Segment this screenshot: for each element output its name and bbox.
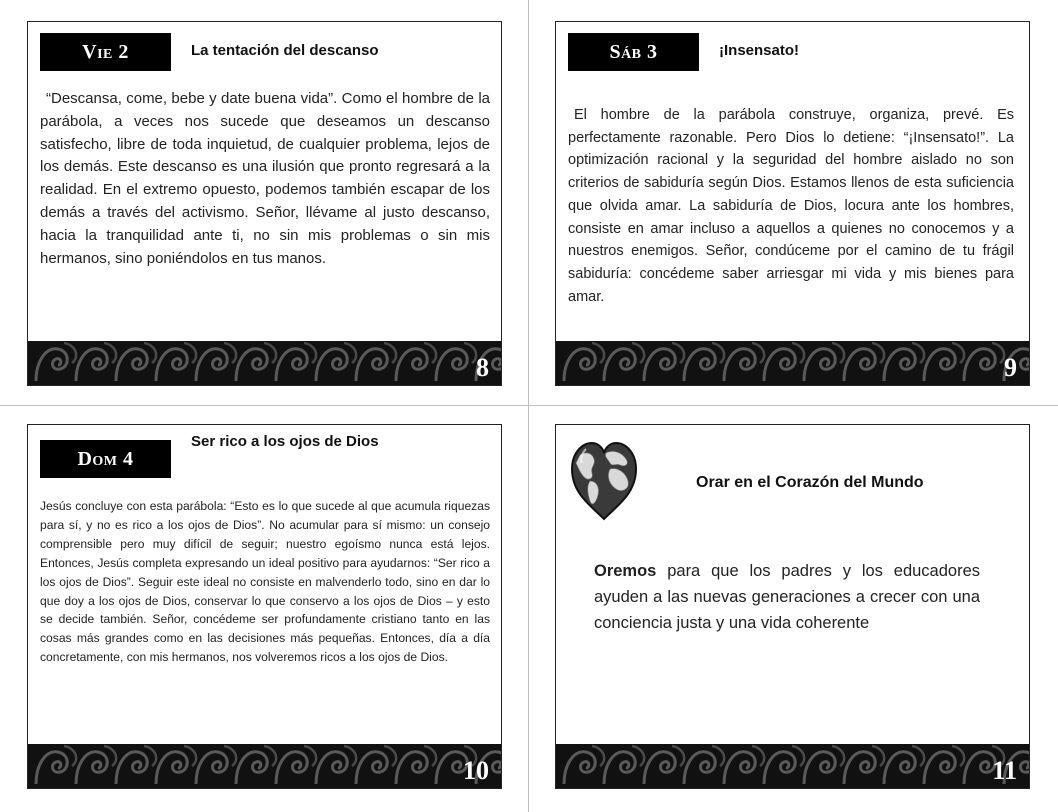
band-swirl bbox=[196, 752, 227, 784]
decorative-band bbox=[556, 341, 1029, 385]
card-vie-2 bbox=[27, 21, 502, 386]
band-swirl bbox=[236, 349, 267, 381]
decorative-band bbox=[28, 744, 501, 788]
band-swirl bbox=[844, 349, 875, 381]
band-swirl bbox=[196, 349, 227, 381]
band-swirl bbox=[764, 349, 795, 381]
globe-heart-icon bbox=[570, 441, 638, 521]
card-title: Orar en el Corazón del Mundo bbox=[696, 474, 924, 491]
band-swirl bbox=[684, 349, 715, 381]
band-swirl bbox=[156, 752, 187, 784]
band-swirl bbox=[564, 349, 595, 381]
day-tab: Sáb 3 bbox=[568, 33, 699, 71]
page-number: 8 bbox=[476, 353, 489, 382]
band-swirl bbox=[644, 349, 675, 381]
vertical-divider bbox=[528, 0, 529, 812]
band-swirl bbox=[236, 752, 267, 784]
band-swirl bbox=[884, 752, 915, 784]
decorative-band bbox=[556, 744, 1029, 788]
prayer-text bbox=[594, 558, 980, 636]
band-swirl bbox=[764, 752, 795, 784]
band-swirl bbox=[116, 752, 147, 784]
card-sab-3 bbox=[555, 21, 1030, 386]
page-number: 10 bbox=[463, 756, 489, 785]
band-swirl bbox=[724, 349, 755, 381]
band-swirl bbox=[436, 349, 467, 381]
day-tab: Vie 2 bbox=[40, 33, 171, 71]
prayer-body: para que los padres y los educadores ayuden a las nuevas generaciones a crecer con una conciencia justa y una vida coherente bbox=[594, 562, 980, 632]
card-title: Ser rico a los ojos de Dios bbox=[191, 433, 379, 450]
band-swirl bbox=[724, 752, 755, 784]
decorative-band bbox=[28, 341, 501, 385]
band-swirl bbox=[76, 752, 107, 784]
band-swirl bbox=[604, 349, 635, 381]
band-swirl bbox=[316, 349, 347, 381]
band-swirl bbox=[964, 349, 995, 381]
card-dom-4 bbox=[27, 424, 502, 789]
band-swirl bbox=[804, 752, 835, 784]
prayer-lead: Oremos bbox=[594, 562, 657, 580]
band-swirl bbox=[356, 349, 387, 381]
band-swirl bbox=[884, 349, 915, 381]
band-swirl bbox=[644, 752, 675, 784]
band-swirl bbox=[564, 752, 595, 784]
band-swirl bbox=[316, 752, 347, 784]
card-text: “Descansa, come, bebe y date buena vida”. Como el hombre de la parábola, a veces nos sucede que deseamos un descanso satisfecho, libre de toda inquietud, de cualquier problema, lejos de los demás. Este descanso es una ilusión que pronto regresará a la realidad. En el extremo opuesto, podemos también escapar de los demás a través del activismo. Señor, llévame al justo descanso, hacia la tranquilidad ante ti, no sin mis problemas o sin mis hermanos, sino poniéndolos en tus manos. bbox=[40, 90, 490, 267]
band-swirl bbox=[924, 349, 955, 381]
band-swirl bbox=[924, 752, 955, 784]
band-swirl bbox=[356, 752, 387, 784]
band-swirl bbox=[804, 349, 835, 381]
band-swirl bbox=[76, 349, 107, 381]
page-number: 11 bbox=[992, 756, 1017, 785]
band-swirl bbox=[116, 349, 147, 381]
card-title: ¡Insensato! bbox=[719, 42, 800, 59]
horizontal-divider bbox=[0, 405, 1058, 406]
card-title: La tentación del descanso bbox=[191, 42, 379, 59]
band-swirl bbox=[276, 752, 307, 784]
band-swirl bbox=[844, 752, 875, 784]
band-swirl bbox=[396, 349, 427, 381]
band-swirl bbox=[964, 752, 995, 784]
card-text: Jesús concluye con esta parábola: “Esto es lo que sucede al que acumula riquezas para sí, y no es rico a los ojos de Dios”. No acumular para sí mismo: un consejo comprensible pero muy difícil de seguir; nuestro egoísmo nunca está lejos. Entonces, Jesús completa expresando un ideal positivo para ayudarnos: “Ser rico a los ojos de Dios”. Seguir este ideal no consiste en malvenderlo todo, sino en dar lo que doy a los ojos de Dios, conservar lo que conservo a los ojos de Dios – y esto se decide también. Señor, concédeme ser profundamente cristiano tanto en las cosas más grandes como en las decisiones más pequeñas. Entonces, día a día concretamente, con mis hermanos, nos volveremos ricos a los ojos de Dios. bbox=[40, 499, 490, 665]
band-swirl bbox=[36, 349, 67, 381]
card-text: El hombre de la parábola construye, organiza, prevé. Es perfectamente razonable. Pero Dios lo detiene: “¡Insensato!”. La optimización racional y la seguridad del hombre aislado no son criterios de sabiduría según Dios. Estamos llenos de esta suficiencia que olvida amar. La sabiduría de Dios, locura ante los hombres, consiste en amar incluso a aquellos a quienes no conocemos y a nuestros enemigos. Señor, condúceme por el camino de tu frágil sabiduría: concédeme saber arriesgar mi vida y mis bienes para amar. bbox=[568, 107, 1014, 305]
day-tab: Dom 4 bbox=[40, 440, 171, 478]
card-orar bbox=[555, 424, 1030, 789]
page-number: 9 bbox=[1004, 353, 1017, 382]
band-swirl bbox=[36, 752, 67, 784]
band-swirl bbox=[604, 752, 635, 784]
band-swirl bbox=[276, 349, 307, 381]
band-swirl bbox=[396, 752, 427, 784]
band-swirl bbox=[684, 752, 715, 784]
band-swirl bbox=[156, 349, 187, 381]
